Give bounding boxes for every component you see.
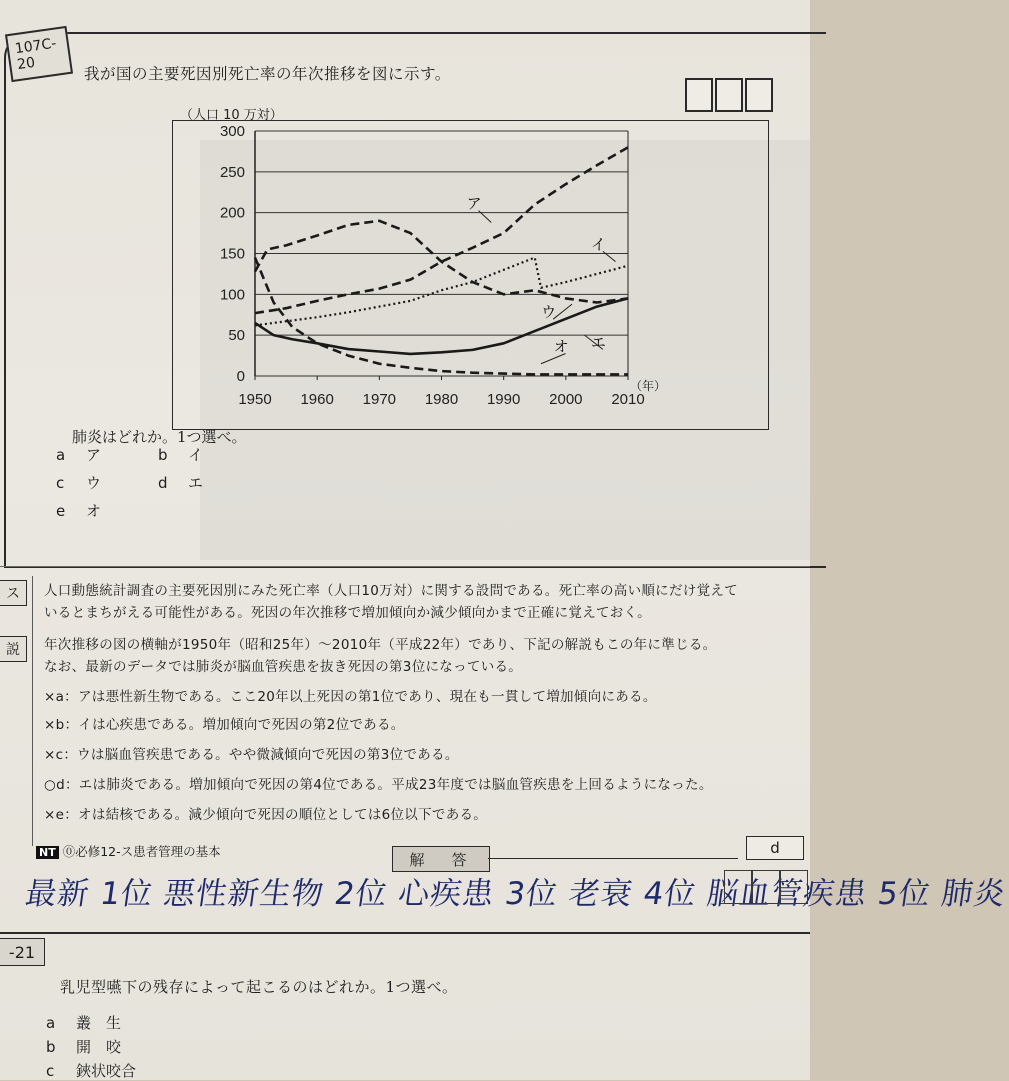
series-label: ア: [466, 194, 482, 213]
small-checkbox-3[interactable]: [780, 870, 808, 904]
explanation-p1: 年次推移の図の横軸が1950年（昭和25年）～2010年（平成22年）であり、下記の解説もこの年に準じる。: [44, 637, 717, 653]
y-axis-label: （人口 10 万対）: [180, 108, 283, 123]
explain-tab: 説: [0, 636, 27, 662]
option-d[interactable]: [158, 472, 203, 493]
explanation-intro-2: いるとまちがえる可能性がある。死因の年次推移で増加傾向か減少傾向かまで正確に覚えておく。: [44, 605, 651, 621]
x-axis-label: （年）: [630, 379, 667, 393]
x-tick-label: 1960: [300, 391, 334, 408]
option-c[interactable]: [56, 472, 101, 493]
question2-stem: 乳児型嚥下の残存によって起こるのはどれか。1つ選べ。: [60, 978, 458, 996]
x-tick-label: 1980: [424, 391, 459, 408]
y-tick-label: 250: [219, 163, 245, 181]
option-label: ア: [86, 446, 102, 464]
small-checkbox-1[interactable]: [724, 870, 752, 904]
option-label: 開 咬: [76, 1038, 122, 1056]
key-tab: ス: [0, 580, 27, 606]
x-tick-label: 1970: [362, 391, 397, 408]
explanation-item-a: ×a：アは悪性新生物である。ここ20年以上死因の第1位であり、現在も一貫して増加傾向にある。: [44, 689, 657, 705]
option-label: 鋏状咬合: [76, 1062, 137, 1080]
explanation-p2: なお、最新のデータでは肺炎が脳血管疾患を抜き死因の第3位になっている。: [44, 659, 523, 675]
x-tick-label: 1990: [486, 391, 521, 408]
checkbox-3[interactable]: [745, 78, 773, 112]
answer-value: d: [746, 836, 804, 860]
explanation-intro-1: 人口動態統計調査の主要死因別にみた死亡率（人口10万対）に関する設問である。死亡率の高い順にだけ覚えて: [44, 583, 738, 599]
handwritten-note: 最新 1位 悪性新生物 2位 心疾患 3位 老衰 4位 脳血管疾患 5位 肺炎: [22, 876, 1009, 912]
option-label: ウ: [86, 474, 102, 492]
series-label: イ: [590, 235, 606, 254]
explanation-item-e: ×e：オは結核である。減少傾向で死因の順位としては6位以下である。: [44, 807, 488, 823]
mortality-chart: [173, 108, 768, 429]
option-key: e: [56, 502, 66, 520]
explanation-item-c: ×c：ウは脳血管疾患である。やや微減傾向で死因の第3位である。: [44, 747, 459, 763]
q2-option-c[interactable]: [46, 1060, 136, 1081]
small-checkbox-2[interactable]: [752, 870, 780, 904]
answer-tag: 解 答: [392, 846, 490, 872]
option-key: c: [46, 1062, 55, 1080]
series-label: オ: [553, 337, 569, 356]
answer-line: [488, 858, 738, 859]
y-tick-label: 300: [219, 123, 245, 140]
checkbox-1[interactable]: [685, 78, 713, 112]
option-key: a: [46, 1014, 56, 1032]
option-key: a: [56, 446, 66, 464]
option-b[interactable]: [158, 444, 203, 465]
x-tick-label: 2000: [549, 391, 583, 408]
explanation-item-d: ○d：エは肺炎である。増加傾向で死因の第4位である。平成23年度では脳血管疾患を上回るようになった。: [44, 777, 713, 793]
y-tick-label: 100: [219, 286, 245, 304]
series-line-4: [255, 298, 628, 354]
q2-option-b[interactable]: [46, 1036, 121, 1057]
option-key: c: [56, 474, 65, 492]
x-tick-label: 1950: [238, 391, 272, 408]
q2-option-a[interactable]: [46, 1012, 121, 1033]
small-checkboxes: [724, 870, 808, 904]
series-label: エ: [590, 333, 606, 352]
y-tick-label: 200: [219, 204, 245, 222]
option-key: b: [158, 446, 168, 464]
y-tick-label: 150: [219, 245, 245, 263]
nt-badge: NT: [36, 846, 59, 859]
option-key: b: [46, 1038, 56, 1056]
explanation-rule: [32, 576, 33, 846]
option-label: オ: [86, 502, 102, 520]
option-e[interactable]: [56, 500, 101, 521]
question-divider: [0, 932, 810, 934]
series-label: ウ: [541, 303, 557, 322]
reference: [36, 842, 221, 860]
option-label: エ: [188, 474, 204, 492]
question-prompt: 肺炎はどれか。1つ選べ。: [72, 428, 247, 446]
option-label: イ: [188, 446, 204, 464]
question2-number: -21: [0, 938, 45, 966]
x-tick-label: 2010: [611, 391, 645, 408]
option-a[interactable]: [56, 444, 101, 465]
checkbox-2[interactable]: [715, 78, 743, 112]
option-key: d: [158, 474, 168, 492]
chart-frame: [172, 108, 769, 430]
reference-text: ⓪必修12-ス患者管理の基本: [62, 844, 221, 859]
question-stem: 我が国の主要死因別死亡率の年次推移を図に示す。: [84, 65, 451, 83]
explanation-item-b: ×b：イは心疾患である。増加傾向で死因の第2位である。: [44, 717, 405, 733]
y-tick-label: 0: [236, 368, 245, 385]
y-tick-label: 50: [228, 327, 245, 345]
review-checkboxes: [685, 78, 773, 112]
section-divider: [0, 566, 810, 567]
option-label: 叢 生: [76, 1014, 122, 1032]
question-number: 107C-20: [5, 26, 73, 82]
